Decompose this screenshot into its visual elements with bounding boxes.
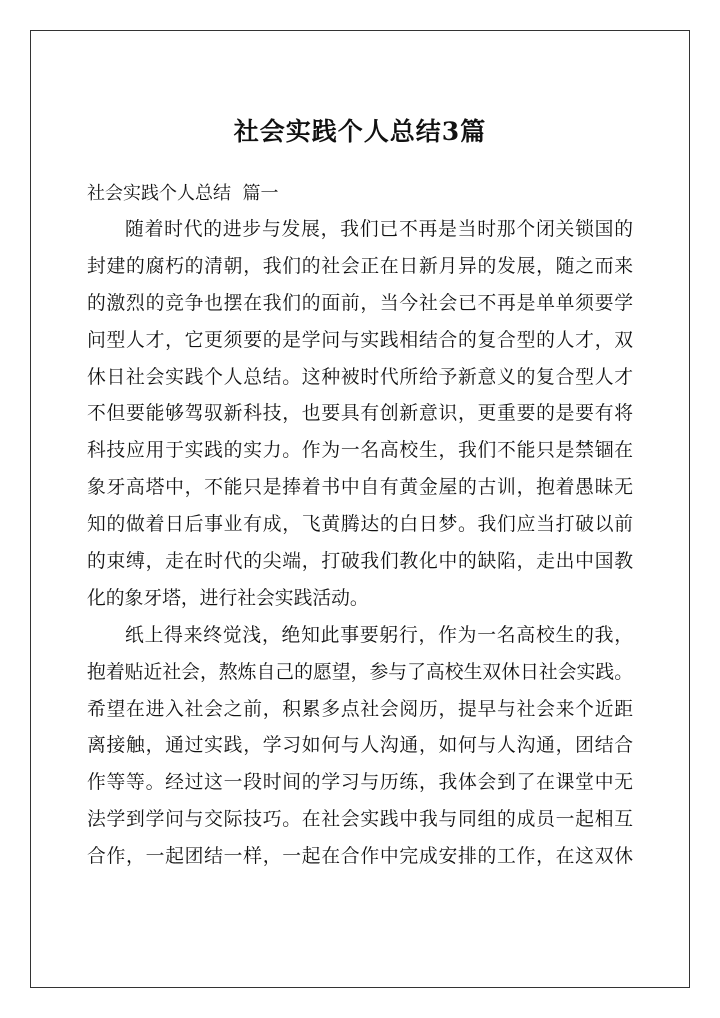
document-title: 社会实践个人总结3篇 bbox=[233, 117, 487, 146]
paragraph-line: 化的象牙塔，进行社会实践活动。 bbox=[87, 587, 369, 609]
paragraph-line: 离接触，通过实践，学习如何与人沟通，如何与人沟通，团结合 bbox=[87, 735, 633, 757]
paragraph-line: 法学到学问与交际技巧。在社会实践中我与同组的成员一起相互 bbox=[87, 809, 633, 831]
paragraph-line: 象牙高塔中，不能只是捧着书中自有黄金屋的古训，抱着愚昧无 bbox=[87, 477, 633, 499]
paragraph-line: 合作，一起团结一样，一起在合作中完成安排的工作，在这双休 bbox=[87, 846, 633, 868]
paragraph-line: 随着时代的进步与发展，我们已不再是当时那个闭关锁国的 bbox=[125, 219, 633, 240]
paragraph-line: 不但要能够驾驭新科技，也要具有创新意识，更重要的是要有将 bbox=[87, 403, 633, 425]
paragraph-line: 问型人才，它更须要的是学问与实践相结合的复合型的人才，双 bbox=[87, 329, 633, 351]
paragraph-line: 的激烈的竞争也摆在我们的面前，当今社会已不再是单单须要学 bbox=[87, 292, 633, 314]
paragraph-line: 纸上得来终觉浅，绝知此事要躬行，作为一名高校生的我， bbox=[125, 624, 633, 646]
paragraph-line: 封建的腐朽的清朝，我们的社会正在日新月异的发展，随之而来 bbox=[87, 255, 633, 277]
paragraph-line: 的束缚，走在时代的尖端，打破我们教化中的缺陷，走出中国教 bbox=[87, 551, 633, 573]
paragraph-line: 作等等。经过这一段时间的学习与历练，我体会到了在课堂中无 bbox=[87, 772, 633, 794]
paragraph-line: 科技应用于实践的实力。作为一名高校生，我们不能只是禁锢在 bbox=[87, 440, 633, 462]
paragraph-line: 抱着贴近社会，熬炼自己的愿望，参与了高校生双休日社会实践。 bbox=[87, 661, 633, 683]
body-text bbox=[87, 212, 633, 876]
paragraph-line: 知的做着日后事业有成，飞黄腾达的白日梦。我们应当打破以前 bbox=[87, 514, 633, 536]
paragraph-line: 希望在进入社会之前，积累多点社会阅历，提早与社会来个近距 bbox=[87, 698, 633, 720]
paragraph-line: 休日社会实践个人总结。这种被时代所给予新意义的复合型人才 bbox=[87, 366, 633, 388]
section-heading: 社会实践个人总结 篇一 bbox=[87, 183, 279, 204]
